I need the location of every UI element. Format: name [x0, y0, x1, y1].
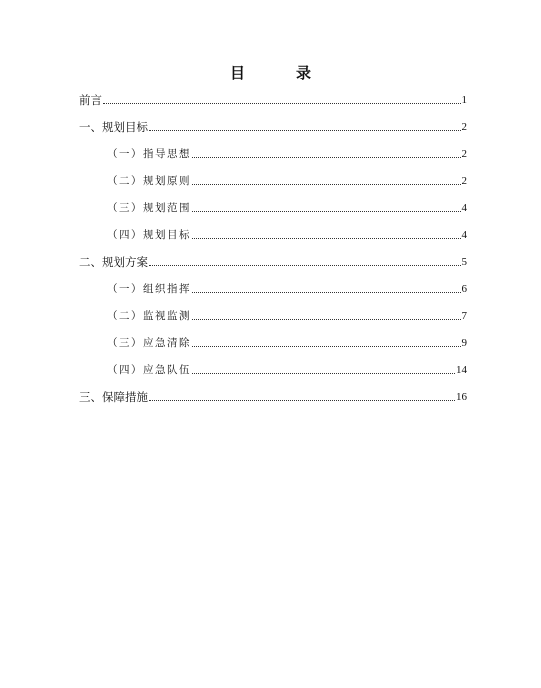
toc-entry-label: （四）规划目标	[107, 229, 191, 241]
toc-entry-section-1[interactable]	[79, 119, 467, 135]
toc-entry-section-2-4[interactable]	[107, 362, 467, 378]
toc-dot-leader	[192, 318, 461, 320]
toc-dot-leader	[192, 345, 461, 347]
toc-title: 目 录	[229, 64, 329, 82]
toc-entry-section-3[interactable]	[79, 389, 467, 405]
toc-entry-section-2[interactable]	[79, 254, 467, 270]
toc-dot-leader	[103, 102, 461, 104]
toc-dot-leader	[149, 264, 461, 266]
toc-dot-leader	[192, 156, 461, 158]
toc-entry-section-2-3[interactable]	[107, 335, 467, 351]
toc-page-number: 9	[461, 337, 467, 349]
toc-entry-section-1-3[interactable]	[107, 200, 467, 216]
toc-dot-leader	[192, 291, 461, 293]
toc-page-number: 1	[461, 94, 467, 106]
toc-entry-label: 二、规划方案	[79, 255, 148, 269]
toc-dot-leader	[149, 129, 461, 131]
toc-page-number: 6	[461, 283, 467, 295]
toc-entry-label: （一）指导思想	[107, 148, 191, 160]
toc-entry-label: （一）组织指挥	[107, 283, 191, 295]
toc-page-number: 2	[461, 121, 467, 133]
toc-dot-leader	[192, 183, 461, 185]
toc-entry-section-2-2[interactable]	[107, 308, 467, 324]
toc-entry-label: 一、规划目标	[79, 120, 148, 134]
toc-page-number: 14	[456, 364, 467, 376]
toc-page-number: 7	[461, 310, 467, 322]
toc-entry-label: （四）应急队伍	[107, 364, 191, 376]
toc-entry-foreword[interactable]	[79, 92, 467, 108]
toc-entry-section-1-2[interactable]	[107, 173, 467, 189]
toc-page-number: 16	[456, 391, 467, 403]
toc-page-number: 2	[461, 148, 467, 160]
toc-dot-leader	[192, 210, 461, 212]
toc-page-number: 4	[461, 229, 467, 241]
toc-entry-section-1-4[interactable]	[107, 227, 467, 243]
toc-entry-section-1-1[interactable]	[107, 146, 467, 162]
toc-page-number: 2	[461, 175, 467, 187]
toc-entry-label: （三）规划范围	[107, 202, 191, 214]
toc-page-number: 5	[461, 256, 467, 268]
toc-entry-label: 前言	[79, 93, 102, 107]
toc-entry-section-2-1[interactable]	[107, 281, 467, 297]
toc-dot-leader	[192, 237, 461, 239]
toc-entry-label: （三）应急清除	[107, 337, 191, 349]
toc-dot-leader	[149, 399, 455, 401]
toc-entry-label: 三、保障措施	[79, 390, 148, 404]
toc-entry-label: （二）监视监测	[107, 310, 191, 322]
toc-dot-leader	[192, 372, 455, 374]
toc-entry-label: （二）规划原则	[107, 175, 191, 187]
toc-page-number: 4	[461, 202, 467, 214]
